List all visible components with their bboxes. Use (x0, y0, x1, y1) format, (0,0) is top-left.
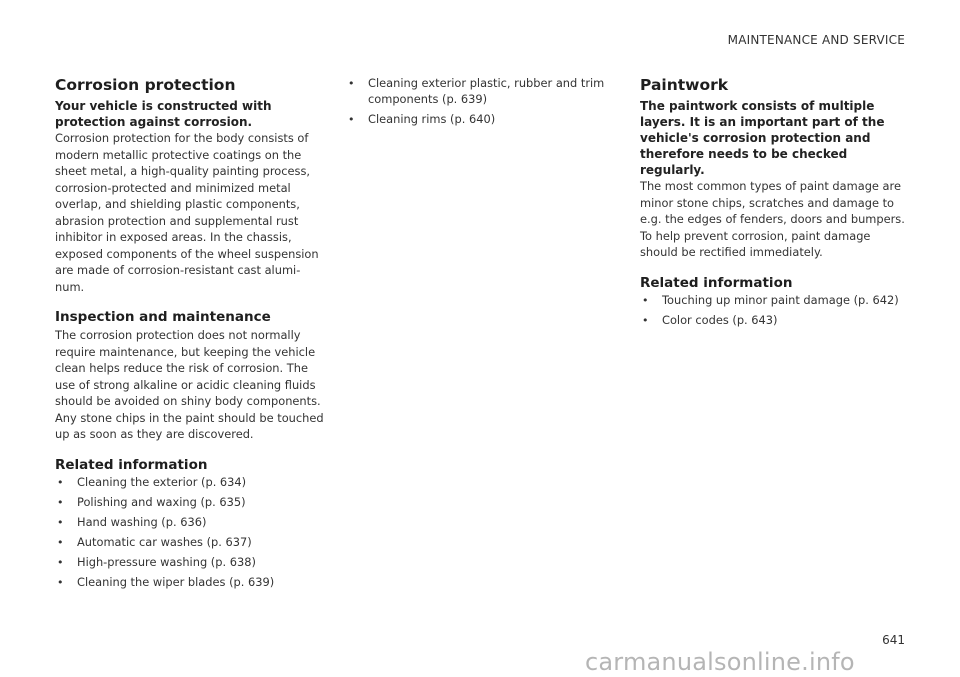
bullet-icon: • (348, 112, 355, 126)
inspection-body: The corrosion protection does not normally require maintenance, but keeping the vehicle clean helps reduce the risk of corrosion. The use of strong alkaline or acidic cleaning fluids should be avoided on shiny body components. Any stone chips in the paint should be touched up as soon as they are discovered. (55, 328, 324, 441)
bullet-icon: • (348, 77, 355, 90)
paintwork-lead: The paintwork consists of multiple layers. It is an important part of the vehicle's corrosion protection and therefore needs to be checked regularly. (640, 99, 885, 177)
page-number: 641 (882, 633, 905, 647)
related-link-label: Polishing and waxing (p. 635) (77, 494, 246, 509)
bullet-icon: • (57, 535, 64, 549)
bullet-icon: • (57, 575, 64, 589)
related-link-label: Touching up minor paint damage (p. 642) (662, 292, 899, 307)
column-right (640, 76, 910, 333)
paintwork-title: Paintwork (640, 76, 729, 94)
corrosion-title: Corrosion protection (55, 76, 236, 94)
related-link[interactable] (55, 475, 325, 491)
bullet-icon: • (57, 515, 64, 529)
related-link[interactable] (55, 495, 325, 511)
inspection-title: Inspection and maintenance (55, 309, 271, 325)
related-link[interactable] (55, 555, 325, 571)
related-info-title: Related information (55, 456, 208, 473)
bullet-icon: • (57, 495, 64, 509)
bullet-icon: • (57, 555, 64, 569)
paintwork-body: The most common types of paint damage are minor stone chips, scratches and damage to e.g. the edges of fenders, doors and bumpers. To help prevent corrosion, paint damage should be rectified immediately. (640, 179, 905, 259)
related-link-label: Cleaning exterior plastic, rubber and trim components (p. 639) (368, 76, 605, 106)
column-left (55, 76, 325, 595)
related-link[interactable] (346, 112, 608, 128)
related-info-title: Related information (640, 274, 793, 291)
related-info-list (640, 293, 910, 329)
related-info-list (55, 475, 325, 591)
section-header: MAINTENANCE AND SERVICE (727, 33, 905, 47)
corrosion-lead: Your vehicle is constructed with protection against corrosion. (55, 99, 272, 129)
related-link[interactable] (55, 575, 325, 591)
related-link[interactable] (640, 313, 910, 329)
related-link-label: High-pressure washing (p. 638) (77, 554, 256, 569)
bullet-icon: • (642, 313, 649, 327)
bullet-icon: • (642, 293, 649, 307)
related-link[interactable] (55, 535, 325, 551)
column-middle (346, 76, 608, 132)
related-link-label: Cleaning rims (p. 640) (368, 111, 496, 126)
related-link[interactable] (346, 76, 608, 107)
corrosion-body: Corrosion protection for the body consists of modern metallic protective coatings on the sheet metal, a high-quality painting process, corrosion-protected and minimized metal overlap, and shielding plastic components, abrasion protection and supplemental rust inhibitor in exposed areas. In the chassis, exposed components of the wheel suspension are made of corrosion-resistant cast alumi-num. (55, 131, 319, 294)
bullet-icon: • (57, 475, 64, 489)
related-link[interactable] (640, 293, 910, 309)
related-link[interactable] (55, 515, 325, 531)
watermark: carmanualsonline.info (585, 648, 855, 676)
related-info-list-continued (346, 76, 608, 127)
related-link-label: Color codes (p. 643) (662, 312, 778, 327)
related-link-label: Cleaning the wiper blades (p. 639) (77, 574, 275, 589)
related-link-label: Hand washing (p. 636) (77, 514, 207, 529)
related-link-label: Automatic car washes (p. 637) (77, 534, 252, 549)
related-link-label: Cleaning the exterior (p. 634) (77, 474, 247, 489)
